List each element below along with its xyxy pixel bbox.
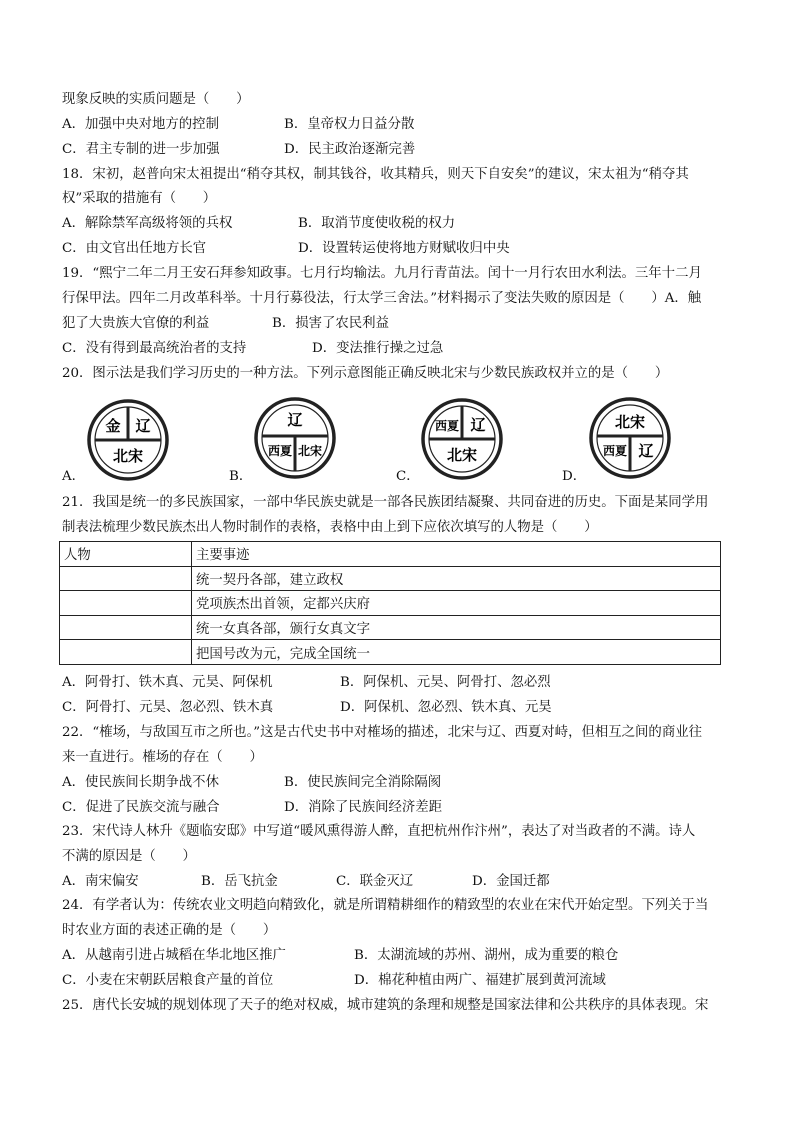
fig-c-bottom: 北宋 xyxy=(446,446,478,464)
q20-figure-d[interactable] xyxy=(588,396,672,480)
q20-label-d[interactable]: D． xyxy=(562,469,587,484)
q18-stem-line2: 权”采取的措施有（ ） xyxy=(62,191,217,206)
fig-d-bottom-right: 辽 xyxy=(638,442,654,460)
fig-b-bottom-right: 北宋 xyxy=(297,444,323,458)
fig-b-bottom-left: 西夏 xyxy=(267,444,293,458)
q19-stem-line1: 19．“熙宁二年二月王安石拜参知政事。七月行均输法。九月行青苗法。闰十一月行农田水利法。三年十二月 xyxy=(62,266,702,281)
fig-b-top: 辽 xyxy=(287,411,303,429)
q24-option-a[interactable]: A．从越南引进占城稻在华北地区推广 xyxy=(62,948,286,963)
table-header-person: 人物 xyxy=(60,542,192,567)
fig-a-top-left: 金 xyxy=(105,417,121,435)
table-row xyxy=(60,566,721,591)
q21-stem-line1: 21．我国是统一的多民族国家，一部中华民族史就是一部各民族团结凝聚、共同奋进的历史。下面是某同学用 xyxy=(62,495,709,510)
q22-option-d[interactable]: D．消除了民族间经济差距 xyxy=(284,800,443,815)
q19-stem-line2: 行保甲法。四年二月改革科举。十月行募役法，行太学三舍法。”材料揭示了变法失败的原因是（ ）A．触 xyxy=(62,291,702,306)
q18-option-a[interactable]: A．解除禁军高级将领的兵权 xyxy=(62,216,233,231)
table-cell-deeds: 统一契丹各部，建立政权 xyxy=(192,566,721,591)
q22-option-b[interactable]: B．使民族间完全消除隔阂 xyxy=(284,775,442,790)
q19-option-d[interactable]: D．变法推行操之过急 xyxy=(312,341,444,356)
q23-option-b[interactable]: B．岳飞抗金 xyxy=(201,874,278,889)
q24-stem-line1: 24．有学者认为：传统农业文明趋向精致化，就是所谓精耕细作的精致型的农业在宋代开始定型。下列关于当 xyxy=(62,898,709,913)
q20-label-a[interactable]: A． xyxy=(62,469,86,484)
q22-stem-line2: 来一直进行。榷场的存在（ ） xyxy=(62,750,263,765)
q18-stem-line1: 18．宋初，赵普向宋太祖提出“稍夺其权，制其钱谷，收其精兵，则天下自安矣”的建议，宋太祖为“稍夺其 xyxy=(62,167,689,182)
table-cell-deeds: 统一女真各部，颁行女真文字 xyxy=(192,615,721,640)
q20-label-c[interactable]: C． xyxy=(396,469,420,484)
fig-a-top-right: 辽 xyxy=(135,417,151,435)
q19-option-a-cont[interactable]: 犯了大贵族大官僚的利益 xyxy=(62,316,210,331)
fig-d-top: 北宋 xyxy=(614,413,646,431)
q18-option-c[interactable]: C．由文官出任地方长官 xyxy=(62,241,207,256)
q20-figure-b[interactable] xyxy=(253,396,337,480)
table-cell-person xyxy=(60,566,192,591)
q20-stem: 20．图示法是我们学习历史的一种方法。下列示意图能正确反映北宋与少数民族政权并立的是（ ） xyxy=(62,366,669,381)
q23-stem-line2: 不满的原因是（ ） xyxy=(62,849,196,864)
q25-stem-line1: 25．唐代长安城的规划体现了天子的绝对权威，城市建筑的条理和规整是国家法律和公共秩序的具体表现。宋 xyxy=(62,998,709,1013)
q22-stem-line1: 22．“榷场，与敌国互市之所也。”这是古代史书中对榷场的描述，北宋与辽、西夏对峙，但相互之间的商业往 xyxy=(62,725,702,740)
q21-option-c[interactable]: C．阿骨打、元昊、忽必烈、铁木真 xyxy=(62,700,274,715)
q23-option-a[interactable]: A．南宋偏安 xyxy=(62,874,139,889)
q17-option-b[interactable]: B．皇帝权力日益分散 xyxy=(284,117,415,132)
q21-option-b[interactable]: B．阿保机、元昊、阿骨打、忽必烈 xyxy=(340,675,551,690)
table-row xyxy=(60,640,721,665)
q21-stem-line2: 制表法梳理少数民族杰出人物时制作的表格，表格中由上到下应依次填写的人物是（ ） xyxy=(62,520,598,535)
q17-stem-tail: 现象反映的实质问题是（ ） xyxy=(62,92,250,107)
q24-stem-line2: 时农业方面的表述正确的是（ ） xyxy=(62,923,277,938)
q21-figures-table xyxy=(59,541,721,665)
q22-option-c[interactable]: C．促进了民族交流与融合 xyxy=(62,800,220,815)
fig-c-top-left: 西夏 xyxy=(434,419,460,433)
table-cell-person xyxy=(60,640,192,665)
q24-option-b[interactable]: B．太湖流域的苏州、湖州，成为重要的粮仓 xyxy=(354,948,619,963)
table-header-deeds: 主要事迹 xyxy=(192,542,721,567)
table-cell-deeds: 把国号改为元，完成全国统一 xyxy=(192,640,721,665)
q23-option-c[interactable]: C．联金灭辽 xyxy=(336,874,414,889)
q18-option-d[interactable]: D．设置转运使将地方财赋收归中央 xyxy=(298,241,510,256)
table-cell-person xyxy=(60,591,192,616)
q24-option-d[interactable]: D．棉花种植由两广、福建扩展到黄河流域 xyxy=(354,973,606,988)
q21-option-d[interactable]: D．阿保机、忽必烈、铁木真、元昊 xyxy=(340,700,552,715)
q19-option-b[interactable]: B．损害了农民利益 xyxy=(272,316,389,331)
fig-c-top-right: 辽 xyxy=(470,416,486,434)
table-header-row xyxy=(60,542,721,567)
q19-option-c[interactable]: C．没有得到最高统治者的支持 xyxy=(62,341,247,356)
table-row xyxy=(60,591,721,616)
q24-option-c[interactable]: C．小麦在宋朝跃居粮食产量的首位 xyxy=(62,973,274,988)
q17-option-a[interactable]: A．加强中央对地方的控制 xyxy=(62,117,219,132)
q22-option-a[interactable]: A．使民族间长期争战不休 xyxy=(62,775,219,790)
q23-stem-line1: 23．宋代诗人林升《题临安邸》中写道“暖风熏得游人醉，直把杭州作汴州”，表达了对当政者的不满。诗人 xyxy=(62,824,696,839)
q20-figure-c[interactable] xyxy=(420,397,504,481)
q23-option-d[interactable]: D．金国迁都 xyxy=(472,874,550,889)
q21-option-a[interactable]: A．阿骨打、铁木真、元昊、阿保机 xyxy=(62,675,273,690)
fig-d-bottom-left: 西夏 xyxy=(602,444,628,458)
q18-option-b[interactable]: B．取消节度使收税的权力 xyxy=(298,216,456,231)
table-cell-person xyxy=(60,615,192,640)
table-cell-deeds: 党项族杰出首领，定都兴庆府 xyxy=(192,591,721,616)
q20-figure-a[interactable] xyxy=(86,398,170,482)
fig-a-bottom: 北宋 xyxy=(112,447,144,465)
q17-option-d[interactable]: D．民主政治逐渐完善 xyxy=(284,142,416,157)
q20-label-b[interactable]: B． xyxy=(229,469,253,484)
table-row xyxy=(60,615,721,640)
q17-option-c[interactable]: C．君主专制的进一步加强 xyxy=(62,142,220,157)
